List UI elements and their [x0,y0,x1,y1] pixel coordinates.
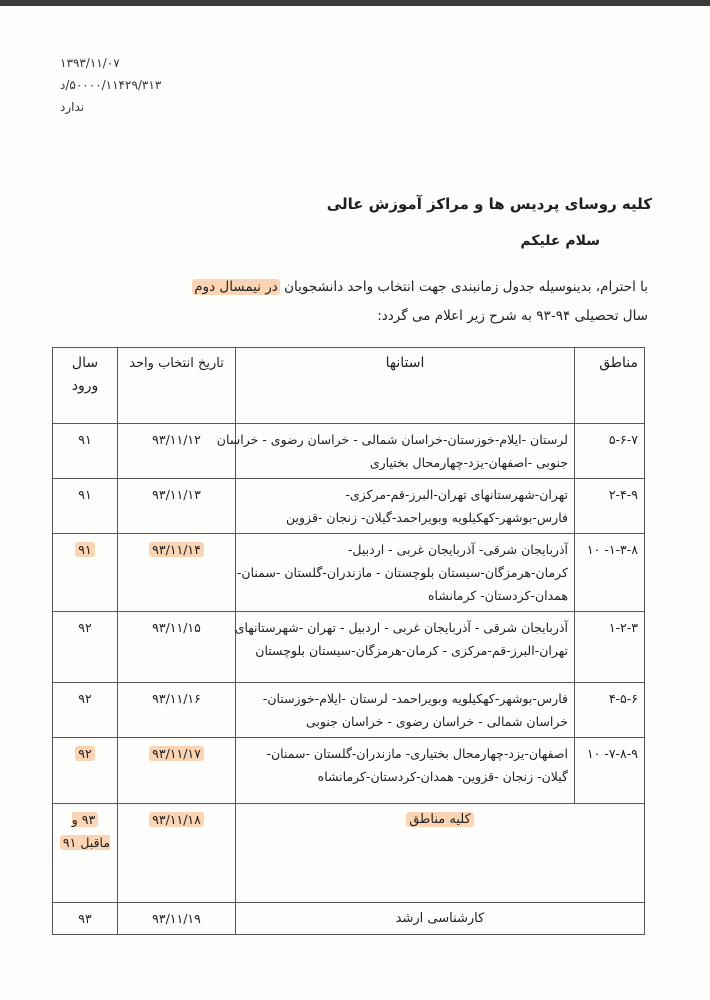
table-row [53,903,645,935]
row-provinces-all [236,804,645,903]
row-year: ۹۱ [53,424,118,479]
table-header-row [53,348,645,424]
row-year: ۹۱ [53,479,118,534]
row-date [118,534,236,612]
table-row [53,534,645,612]
highlighted-year: ۹۲ [75,746,94,761]
table-row [53,804,645,903]
header-date: تاریخ انتخاب واحد [118,348,236,424]
row-provinces [236,534,575,612]
row-year: ۹۲ [53,612,118,683]
row-region: ۵-۶-۷ [575,424,645,479]
row-year [53,738,118,804]
row-provinces [236,612,575,683]
provinces-line: تهران-شهرستانهای تهران-البرز-قم-مرکزی- [345,487,568,502]
provinces-line: فارس-بوشهر-کهکیلویه وبویراحمد-گیلان- زنجان -قزوین [286,510,568,525]
row-year: ۹۳ [53,903,118,935]
row-year: ۹۲ [53,683,118,738]
row-masters: کارشناسی ارشد [236,903,645,935]
table-row [53,424,645,479]
body-line-1-highlight: در نیمسال دوم [194,279,278,295]
highlighted-date: ۹۳/۱۱/۱۸ [149,812,204,827]
letter-meta [60,52,170,118]
highlighted-year: ۹۳ و ماقبل ۹۱ [60,812,110,850]
letter-body [98,273,648,331]
table-row [53,683,645,738]
highlighted-all-regions: کلیه مناطق [406,812,474,827]
provinces-line: گیلان- زنجان -قزوین- همدان-کردستان-کرمانشاه [317,769,568,784]
row-date: ۹۳/۱۱/۱۵ [118,612,236,683]
provinces-line: آذربایجان شرقی - آذربایجان غربی - اردبیل - تهران -شهرستانهای [234,620,568,635]
row-region: ۲-۴-۹ [575,479,645,534]
provinces-line: آذربایجان شرقی- آذربایجان غربی - اردبیل- [347,542,568,557]
row-year [53,534,118,612]
provinces-line: جنوبی -اصفهان-یزد-چهارمحال بختیاری [369,455,568,470]
letter-addressee: کلیه روسای پردیس ها و مراکز آموزش عالی [326,195,652,213]
letter-greeting: سلام علیکم [520,233,600,249]
schedule-table [52,347,645,935]
highlighted-year: ۹۱ [75,542,94,557]
letter-date: ۱۳۹۳/۱۱/۰۷ [60,56,120,70]
row-date: ۹۳/۱۱/۱۹ [118,903,236,935]
body-line-2: سال تحصیلی ۹۴-۹۳ به شرح زیر اعلام می گردد: [377,308,648,324]
provinces-line: کرمان-هرمزگان-سیستان بلوچستان - مازندران-گلستان -سمنان- [236,565,568,580]
row-provinces [216,424,575,479]
provinces-line: لرستان -ایلام-خوزستان-خراسان شمالی - خراسان رضوی - خراسان [216,432,568,447]
provinces-line: تهران-البرز-قم-مرکزی - کرمان-هرمزگان-سیستان بلوچستان [255,643,568,658]
row-date [118,738,236,804]
letter-attachment: ندارد [60,100,85,114]
header-region: مناطق [575,348,645,424]
provinces-line: فارس-بوشهر-کهکیلویه وبویراحمد- لرستان -ایلام-خوزستان- [262,691,568,706]
row-date [118,804,236,903]
table-row [53,479,645,534]
row-region: ۱-۲-۳ [575,612,645,683]
row-date: ۹۳/۱۱/۱۳ [118,479,236,534]
highlighted-date: ۹۳/۱۱/۱۴ [149,542,204,557]
body-line-1 [98,273,648,302]
header-year: سال ورود [53,348,118,424]
provinces-line: همدان-کردستان- کرمانشاه [427,588,568,603]
row-date: ۹۳/۱۱/۱۶ [118,683,236,738]
row-provinces [236,683,575,738]
highlighted-date: ۹۳/۱۱/۱۷ [149,746,204,761]
body-line-1-text: با احترام، بدینوسیله جدول زمانبندی جهت انتخاب واحد دانشجویان [279,279,648,295]
letter-number: ۵۰۰۰۰/۱۱۴۲۹/۳۱۳/د [60,78,162,92]
row-date: ۹۳/۱۱/۱۲ [118,424,236,479]
row-region: ۴-۵-۶ [575,683,645,738]
row-region: ۱-۳-۸- ۱۰ [575,534,645,612]
table-row [53,612,645,683]
provinces-line: اصفهان-یزد-چهارمحال بختیاری- مازندران-گلستان -سمنان- [266,746,568,761]
provinces-line: خراسان شمالی - خراسان رضوی - خراسان جنوبی [306,714,568,729]
row-region: ۷-۸-۹- ۱۰ [575,738,645,804]
row-provinces [236,479,575,534]
row-year [53,804,118,903]
header-provinces: استانها [236,348,575,424]
row-provinces [236,738,575,804]
table-row [53,738,645,804]
